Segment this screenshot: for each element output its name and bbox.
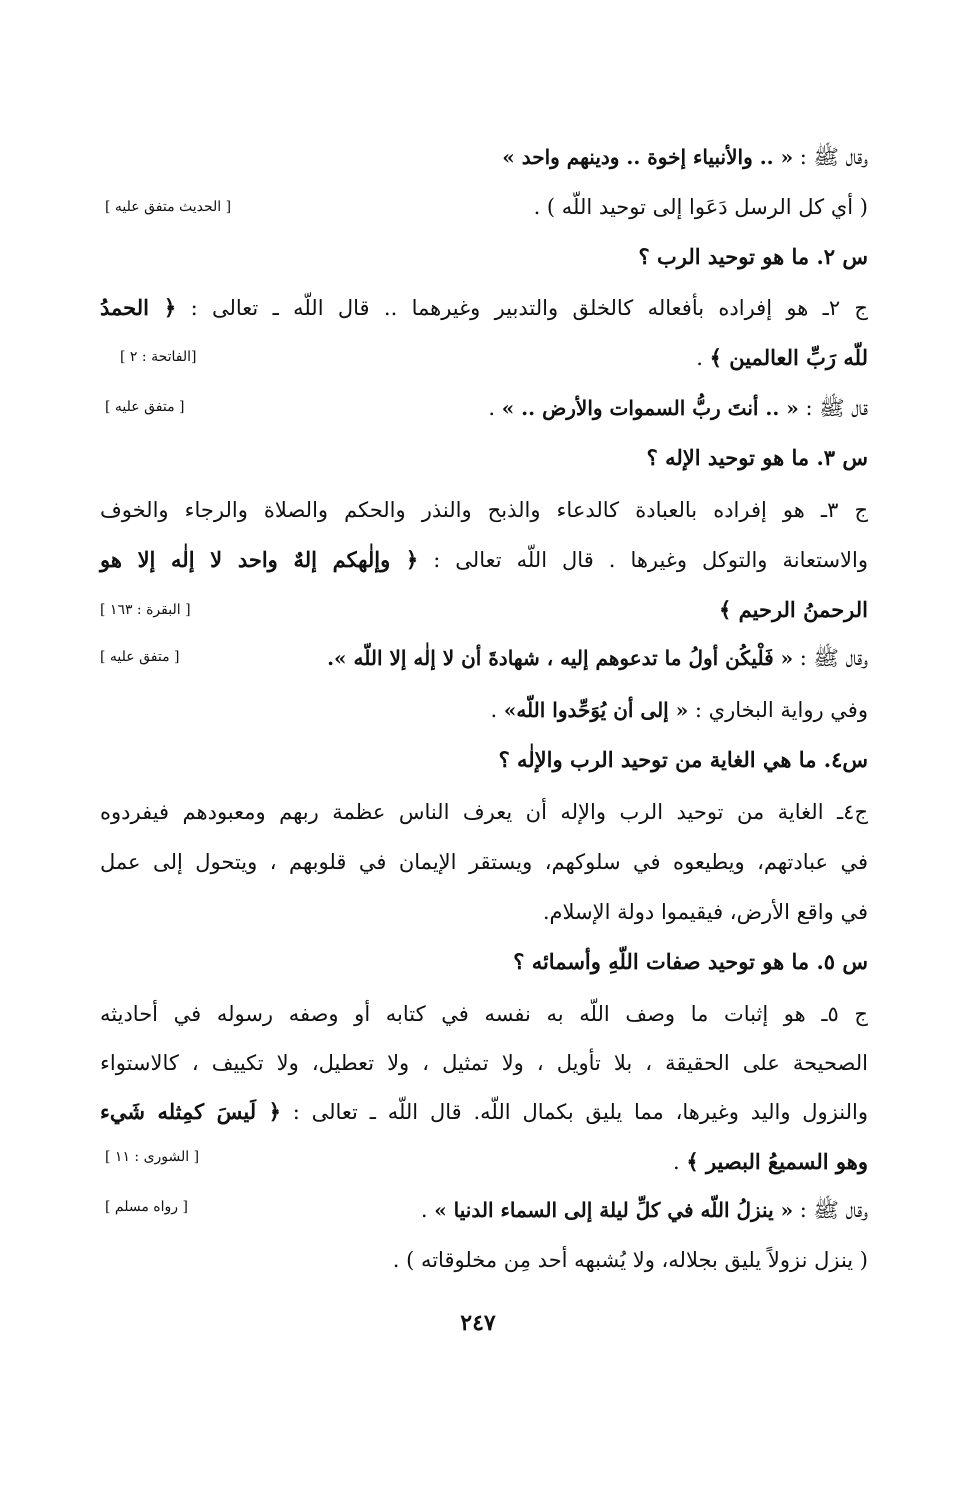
text-line: وفي رواية البخاري : « إلى أن يُوَحِّدوا اللّه» . [490,698,868,722]
citation: [الفاتحة : ٢ ] [120,349,197,365]
text-line: في واقع الأرض، فيقيموا دولة الإسلام. [542,900,868,924]
text-line: وقال ﷺ : « فَلْيكُن أولُ ما تدعوهم إليه ، شهادةَ أن لا إلٰه إلا اللّه ». [327,646,868,670]
text-line: وقال ﷺ : « ينزلُ اللّه في كلِّ ليلة إلى السماء الدنيا » . [420,1198,868,1222]
text-line: ج ٢ـ هو إفراده بأفعاله كالخلق والتدبير وغيرهما .. قال اللّه ـ تعالى : ﴿ الحمدُ [100,295,868,320]
citation: [ متفق عليه ] [105,399,185,415]
citation: [ الشورى : ١١ ] [105,1149,200,1165]
text-line: وقال ﷺ : « .. والأنبياء إخوة .. ودينهم واحد » [502,145,868,169]
question-heading: س ٣. ما هو توحيد الإله ؟ [646,445,868,470]
text-line: والاستعانة والتوكل وغيرها . قال اللّه تعالى : ﴿ وإلٰهكم إلهٌ واحد لا إلٰه إلا هو [100,547,868,572]
text-line: ج٤ـ الغاية من توحيد الرب والإله أن يعرف الناس عظمة ربهم ومعبودهم فيفردوه [100,800,868,824]
citation: [ البقرة : ١٦٣ ] [100,602,191,618]
citation: [ رواه مسلم ] [105,1199,188,1215]
text-line: ج ٣ـ هو إفراده بالعبادة كالدعاء والذبح والنذر والحكم والصلاة والرجاء والخوف [100,498,868,522]
page-number: ٢٤٧ [460,1310,496,1336]
text-line: ( ينزل نزولاً يليق بجلاله، ولا يُشبهه أحد مِن مخلوقاته ) . [392,1248,868,1272]
quran-verse: الرحمنُ الرحيم ﴾ [719,597,868,622]
question-heading: س ٢. ما هو توحيد الرب ؟ [638,244,868,269]
text-line: الصحيحة على الحقيقة ، بلا تأويل ، ولا تمثيل ، ولا تعطيل، ولا تكييف ، كالاستواء [100,1051,868,1075]
text-line: قال ﷺ : « .. أنتَ ربُّ السموات والأرض .. » . [488,396,868,420]
question-heading: س٤. ما هي الغاية من توحيد الرب والإلٰه ؟ [498,747,868,772]
quran-verse: للّه رَبِّ العالمين ﴾ . [696,345,868,370]
text-line: والنزول واليد وغيرها، مما يليق بكمال اللّه. قال اللّه ـ تعالى : ﴿ لَيسَ كمِثله شَيء [100,1099,868,1124]
text-line: ( أي كل الرسل دَعَوا إلى توحيد اللّه ) . [533,195,868,219]
citation: [ متفق عليه ] [100,649,180,665]
quran-verse: وهو السميعُ البصير ﴾ . [673,1149,868,1174]
citation: [ الحديث متفق عليه ] [105,199,232,215]
question-heading: س ٥. ما هو توحيد صفات اللّهِ وأسمائه ؟ [513,949,868,974]
text-line: ج ٥ـ هو إثبات ما وصف اللّه به نفسه في كتابه أو وصفه رسوله في أحاديثه [100,1002,868,1026]
text-line: في عبادتهم، ويطيعوه في سلوكهم، ويستقر الإيمان في قلوبهم ، ويتحول إلى عمل [100,850,868,874]
